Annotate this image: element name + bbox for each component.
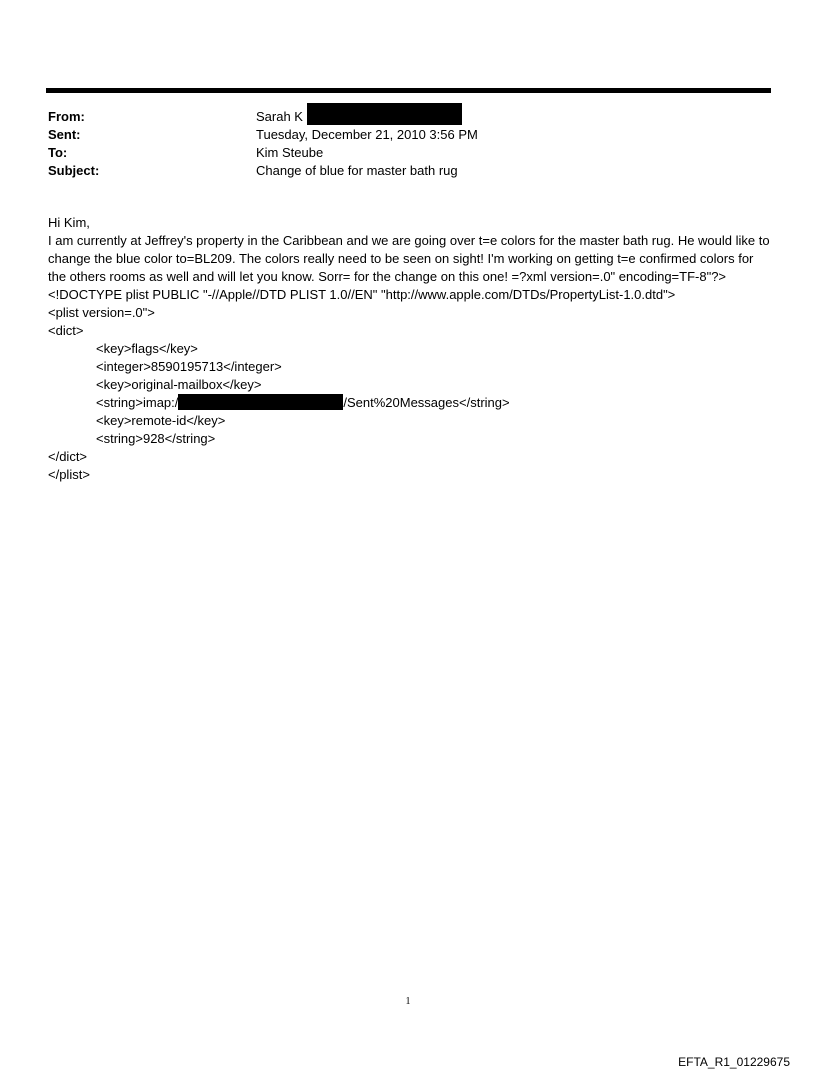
sent-label: Sent: [48,127,81,142]
greeting: Hi Kim, [48,215,90,230]
from-label: From: [48,109,85,124]
redaction-block [307,103,462,125]
plist-open: <plist version=.0"> [48,305,155,320]
key-remote: <key>remote-id</key> [96,413,226,428]
key-flags: <key>flags</key> [96,341,198,356]
subject-label: Subject: [48,163,100,178]
from-value [256,108,462,126]
redaction-block [178,394,343,410]
email-header [48,108,748,180]
header-rule [46,88,771,93]
key-mailbox: <key>original-mailbox</key> [96,377,262,392]
sent-value: Tuesday, December 21, 2010 3:56 PM [256,127,478,142]
dict-open: <dict> [48,323,84,338]
plist-close: </plist> [48,467,90,482]
dict-close: </dict> [48,449,88,464]
document-id: EFTA_R1_01229675 [678,1055,790,1069]
sent-row [48,126,748,144]
integer-flags: <integer>8590195713</integer> [96,359,282,374]
string-imap [48,394,773,412]
imap-prefix: <string>imap:/ [96,395,179,410]
email-body [48,214,773,484]
from-row [48,108,748,126]
subject-row [48,162,748,180]
page-number: 1 [405,996,411,1007]
to-label: To: [48,145,68,160]
subject-value: Change of blue for master bath rug [256,163,458,178]
to-value: Kim Steube [256,145,324,160]
from-name: Sarah K [256,109,303,124]
to-row [48,144,748,162]
imap-suffix: /Sent%20Messages</string> [343,395,510,410]
body-paragraph: I am currently at Jeffrey's property in the Caribbean and we are going over t=e colors for the master bath rug. He would like to change the blue color to=BL209. The colors really need to be seen on sight! I'm working on getting t=e confirmed colors for the others rooms as well and will let you know. Sorr= for the change on this one! =?xml version=.0" encoding=TF-8"?> <!DOCTYPE plist PUBLIC "-//Apple//DTD PLIST 1.0//EN" "http://www.apple.com/DTDs/PropertyList-1.0.dtd"> [48,233,770,302]
string-remote: <string>928</string> [96,431,216,446]
